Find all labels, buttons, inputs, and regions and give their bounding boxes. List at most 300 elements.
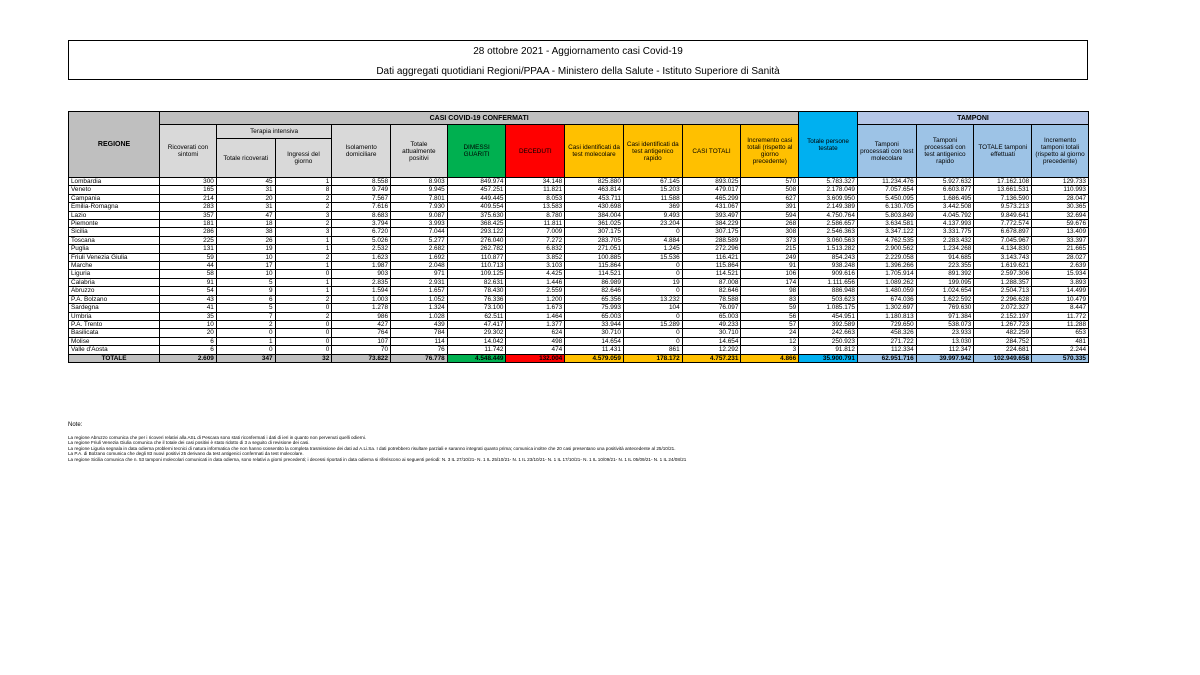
table-cell: 76	[391, 346, 448, 354]
table-cell: 2	[275, 253, 332, 261]
table-cell: 5.783.327	[799, 178, 858, 186]
table-cell: 453.711	[565, 194, 624, 202]
table-cell: 6	[216, 295, 275, 303]
table-cell: 482.259	[974, 329, 1032, 337]
table-cell: 58	[160, 270, 217, 278]
table-cell: 45	[216, 178, 275, 186]
table-cell: 6.130.705	[857, 203, 916, 211]
table-cell: 891.392	[916, 270, 974, 278]
table-cell: 91	[741, 262, 799, 270]
table-cell: 854.243	[799, 253, 858, 261]
table-cell: 59	[741, 304, 799, 312]
table-cell: 5	[216, 278, 275, 286]
table-cell: 3.442.508	[916, 203, 974, 211]
table-row-total	[69, 354, 1089, 362]
table-cell: 3.103	[506, 262, 565, 270]
table-cell: 886.948	[799, 287, 858, 295]
table-cell: 481	[1032, 337, 1089, 345]
table-cell: 0	[216, 346, 275, 354]
notes-section	[68, 423, 968, 463]
table-cell: 914.685	[916, 253, 974, 261]
table-cell: 30.710	[682, 329, 741, 337]
note-item: La regione Sicilia comunica che n. 53 tamponi molecolari comunicati in data odierna, sono relativi a giorni precedenti; i decessi riportati in data odierna si riferiscono ai seguenti periodi: N. 3 IL 27/10/21- N. 1 IL 25/10/21- N. 1 IL 23/10/21- N. 1 IL 17/10/21- N. 1 IL 10/09/21- N. 1 IL 05/09/21- N. 1 IL 24/08/21	[68, 456, 687, 462]
table-header	[69, 112, 1089, 178]
total-label: TOTALE	[69, 354, 160, 362]
table-row	[69, 304, 1089, 312]
report-title: 28 ottobre 2021 - Aggiornamento casi Covid-19	[473, 46, 683, 57]
table-cell: 82.631	[447, 278, 506, 286]
table-cell: 4.866	[741, 354, 799, 362]
table-cell: 11.234.476	[857, 178, 916, 186]
table-cell: 65.003	[565, 312, 624, 320]
table-cell: 10	[216, 270, 275, 278]
table-cell: 0	[216, 329, 275, 337]
table-cell: 1.024.654	[916, 287, 974, 295]
table-row	[69, 211, 1089, 219]
table-cell: 283	[160, 203, 217, 211]
col-tamp-antigenico: Tamponi processati con test antigenico rapido	[916, 125, 974, 178]
table-cell: 15.934	[1032, 270, 1089, 278]
table-cell: 7.772.574	[974, 220, 1032, 228]
table-cell: 2.586.657	[799, 220, 858, 228]
table-cell: 2.149.389	[799, 203, 858, 211]
covid-data-table	[68, 111, 1089, 363]
table-cell: 115.864	[565, 262, 624, 270]
table-row	[69, 295, 1089, 303]
table-cell: 653	[1032, 329, 1089, 337]
table-cell: 427	[332, 320, 391, 328]
table-cell: 2.244	[1032, 346, 1089, 354]
col-molecolare: Casi identificati da test molecolare	[565, 125, 624, 178]
table-cell: 38	[216, 228, 275, 236]
region-name: Liguria	[69, 270, 160, 278]
notes-title: Note:	[68, 422, 83, 428]
table-cell: 1.302.697	[857, 304, 916, 312]
table-cell: 1.686.495	[916, 194, 974, 202]
table-cell: 7.567	[332, 194, 391, 202]
table-cell: 100.885	[565, 253, 624, 261]
table-cell: 308	[741, 228, 799, 236]
col-dimessi: DIMESSI GUARITI	[447, 125, 506, 178]
table-cell: 971.384	[916, 312, 974, 320]
table-cell: 34.148	[506, 178, 565, 186]
table-row	[69, 320, 1089, 328]
table-cell: 112.334	[857, 346, 916, 354]
table-cell: 268	[741, 220, 799, 228]
table-cell: 938.248	[799, 262, 858, 270]
table-cell: 1.705.914	[857, 270, 916, 278]
table-cell: 3	[275, 228, 332, 236]
table-cell: 112.347	[916, 346, 974, 354]
table-cell: 7.801	[391, 194, 448, 202]
region-name: P.A. Trento	[69, 320, 160, 328]
table-cell: 594	[741, 211, 799, 219]
table-cell: 4.548.449	[447, 354, 506, 362]
table-cell: 0	[275, 304, 332, 312]
table-cell: 43	[160, 295, 217, 303]
table-cell: 463.814	[565, 186, 624, 194]
table-cell: 65.003	[682, 312, 741, 320]
table-cell: 465.299	[682, 194, 741, 202]
table-cell: 8.558	[332, 178, 391, 186]
note-item: La P.A. di Bolzano comunica che degli 83 nuovi positivi 25 derivano da test antigenici confermati da test molecolare.	[68, 451, 304, 457]
table-cell: 1	[275, 178, 332, 186]
table-cell: 5.277	[391, 236, 448, 244]
table-cell: 21.665	[1032, 245, 1089, 253]
table-cell: 2.682	[391, 245, 448, 253]
table-cell: 223.355	[916, 262, 974, 270]
table-cell: 19	[216, 245, 275, 253]
table-cell: 369	[623, 203, 682, 211]
table-cell: 903	[332, 270, 391, 278]
table-cell: 31	[216, 203, 275, 211]
table-cell: 14.042	[447, 337, 506, 345]
table-cell: 132.004	[506, 354, 565, 362]
table-cell: 110.713	[447, 262, 506, 270]
table-cell: 293.122	[447, 228, 506, 236]
table-cell: 56	[741, 312, 799, 320]
table-cell: 9.749	[332, 186, 391, 194]
table-cell: 0	[623, 329, 682, 337]
table-cell: 2.559	[506, 287, 565, 295]
table-cell: 11.821	[506, 186, 565, 194]
table-cell: 11.742	[447, 346, 506, 354]
table-cell: 729.650	[857, 320, 916, 328]
table-cell: 114	[391, 337, 448, 345]
table-cell: 1.657	[391, 287, 448, 295]
table-cell: 11.772	[1032, 312, 1089, 320]
table-cell: 13.583	[506, 203, 565, 211]
table-cell: 2.597.306	[974, 270, 1032, 278]
table-cell: 1.673	[506, 304, 565, 312]
table-cell: 7.616	[332, 203, 391, 211]
table-cell: 1.377	[506, 320, 565, 328]
table-row	[69, 245, 1089, 253]
table-cell: 11.811	[506, 220, 565, 228]
table-cell: 503.623	[799, 295, 858, 303]
table-cell: 458.326	[857, 329, 916, 337]
table-cell: 116.421	[682, 253, 741, 261]
table-cell: 5.927.632	[916, 178, 974, 186]
table-cell: 31	[216, 186, 275, 194]
table-cell: 6.832	[506, 245, 565, 253]
table-cell: 39.997.942	[916, 354, 974, 362]
region-name: Abruzzo	[69, 287, 160, 295]
col-tamp-incremento: Incremento tamponi totali (rispetto al giorno precedente)	[1032, 125, 1089, 178]
table-cell: 76.097	[682, 304, 741, 312]
table-cell: 784	[391, 329, 448, 337]
table-cell: 10	[160, 320, 217, 328]
col-ricoverati: Ricoverati con sintomi	[160, 125, 217, 178]
table-row	[69, 346, 1089, 354]
table-cell: 7.136.590	[974, 194, 1032, 202]
table-cell: 3.893	[1032, 278, 1089, 286]
table-cell: 1.180.813	[857, 312, 916, 320]
table-cell: 214	[160, 194, 217, 202]
table-cell: 457.251	[447, 186, 506, 194]
table-cell: 288.589	[682, 236, 741, 244]
table-cell: 375.630	[447, 211, 506, 219]
table-cell: 33.397	[1032, 236, 1089, 244]
table-cell: 10.479	[1032, 295, 1089, 303]
table-cell: 87.008	[682, 278, 741, 286]
table-cell: 0	[275, 346, 332, 354]
table-cell: 474	[506, 346, 565, 354]
table-cell: 849.974	[447, 178, 506, 186]
table-cell: 2.048	[391, 262, 448, 270]
table-cell: 2.504.713	[974, 287, 1032, 295]
table-cell: 2.546.363	[799, 228, 858, 236]
table-cell: 67.145	[623, 178, 682, 186]
table-cell: 1.446	[506, 278, 565, 286]
region-name: Sicilia	[69, 228, 160, 236]
table-cell: 1.513.282	[799, 245, 858, 253]
table-cell: 284.752	[974, 337, 1032, 345]
table-cell: 1.052	[391, 295, 448, 303]
table-cell: 1.003	[332, 295, 391, 303]
table-row	[69, 287, 1089, 295]
table-cell: 11.288	[1032, 320, 1089, 328]
table-cell: 9.493	[623, 211, 682, 219]
table-row	[69, 178, 1089, 186]
table-cell: 674.036	[857, 295, 916, 303]
table-cell: 41	[160, 304, 217, 312]
col-persone-testate: Totale persone testate	[799, 112, 858, 178]
table-cell: 0	[275, 320, 332, 328]
table-cell: 1.623	[332, 253, 391, 261]
table-cell: 44	[160, 262, 217, 270]
table-cell: 7.272	[506, 236, 565, 244]
table-cell: 215	[741, 245, 799, 253]
table-cell: 971	[391, 270, 448, 278]
table-cell: 8.903	[391, 178, 448, 186]
table-cell: 1.594	[332, 287, 391, 295]
region-name: Puglia	[69, 245, 160, 253]
table-cell: 47	[216, 211, 275, 219]
table-cell: 368.425	[447, 220, 506, 228]
table-cell: 13.030	[916, 337, 974, 345]
region-name: Campania	[69, 194, 160, 202]
table-cell: 35	[160, 312, 217, 320]
table-row	[69, 337, 1089, 345]
col-regione: REGIONE	[69, 112, 160, 178]
table-cell: 7.057.654	[857, 186, 916, 194]
table-cell: 764	[332, 329, 391, 337]
table-cell: 17.162.108	[974, 178, 1032, 186]
table-cell: 91	[160, 278, 217, 286]
table-cell: 6	[160, 337, 217, 345]
table-row	[69, 203, 1089, 211]
table-cell: 30.365	[1032, 203, 1089, 211]
col-incremento: Incremento casi totali (rispetto al giorno precedente)	[741, 125, 799, 178]
group-tamponi: TAMPONI	[857, 112, 1088, 125]
table-cell: 242.663	[799, 329, 858, 337]
table-cell: 114.521	[565, 270, 624, 278]
col-deceduti: DECEDUTI	[506, 125, 565, 178]
table-cell: 1.267.723	[974, 320, 1032, 328]
table-cell: 4.137.993	[916, 220, 974, 228]
table-cell: 181	[160, 220, 217, 228]
table-cell: 272.296	[682, 245, 741, 253]
table-cell: 392.589	[799, 320, 858, 328]
table-cell: 98	[741, 287, 799, 295]
table-row	[69, 220, 1089, 228]
table-cell: 14.499	[1032, 287, 1089, 295]
table-cell: 384.004	[565, 211, 624, 219]
region-name: P.A. Bolzano	[69, 295, 160, 303]
table-row	[69, 270, 1089, 278]
table-row	[69, 186, 1089, 194]
table-cell: 5.026	[332, 236, 391, 244]
table-cell: 54	[160, 287, 217, 295]
table-cell: 347	[216, 354, 275, 362]
table-cell: 8.780	[506, 211, 565, 219]
table-cell: 361.025	[565, 220, 624, 228]
table-cell: 393.497	[682, 211, 741, 219]
table-cell: 1.200	[506, 295, 565, 303]
table-cell: 1	[275, 236, 332, 244]
table-cell: 2	[275, 312, 332, 320]
table-body	[69, 178, 1089, 363]
region-name: Veneto	[69, 186, 160, 194]
table-cell: 4.134.830	[974, 245, 1032, 253]
table-cell: 249	[741, 253, 799, 261]
table-cell: 8	[275, 186, 332, 194]
col-isolamento: Isolamento domiciliare	[332, 125, 391, 178]
table-cell: 83	[741, 295, 799, 303]
table-cell: 76.336	[447, 295, 506, 303]
table-row	[69, 194, 1089, 202]
table-cell: 2.296.628	[974, 295, 1032, 303]
table-cell: 3.143.743	[974, 253, 1032, 261]
table-cell: 11.588	[623, 194, 682, 202]
table-cell: 1.480.059	[857, 287, 916, 295]
table-cell: 262.782	[447, 245, 506, 253]
table-cell: 1.396.266	[857, 262, 916, 270]
col-antigenico: Casi identificati da test antigenico rapido	[623, 125, 682, 178]
table-cell: 9.945	[391, 186, 448, 194]
table-cell: 49.233	[682, 320, 741, 328]
table-cell: 23.204	[623, 220, 682, 228]
table-cell: 624	[506, 329, 565, 337]
table-cell: 47.417	[447, 320, 506, 328]
region-name: Valle d'Aosta	[69, 346, 160, 354]
region-name: Toscana	[69, 236, 160, 244]
table-cell: 107	[332, 337, 391, 345]
table-cell: 5.803.849	[857, 211, 916, 219]
table-cell: 28.027	[1032, 253, 1089, 261]
table-cell: 73.822	[332, 354, 391, 362]
note-item: La regione Liguria segnala in data odierna problemi tecnici di natura informatica che non hanno consentito la completa trasmissione dei dati ad A.Li.Sa. I dati potrebbero risultare parziali e saranno integrati quanto prima; comunica inoltre che 20 casi presentano una positività antecedente al 25/10/21.	[68, 445, 676, 451]
table-cell: 59.676	[1032, 220, 1089, 228]
table-cell: 7.044	[391, 228, 448, 236]
region-name: Sardegna	[69, 304, 160, 312]
table-cell: 986	[332, 312, 391, 320]
table-cell: 57	[741, 320, 799, 328]
table-cell: 498	[506, 337, 565, 345]
table-cell: 35.900.791	[799, 354, 858, 362]
table-cell: 1.278	[332, 304, 391, 312]
table-cell: 2.639	[1032, 262, 1089, 270]
region-name: Calabria	[69, 278, 160, 286]
table-cell: 6.603.877	[916, 186, 974, 194]
table-cell: 106	[741, 270, 799, 278]
table-cell: 2.931	[391, 278, 448, 286]
table-cell: 75.993	[565, 304, 624, 312]
table-cell: 17	[216, 262, 275, 270]
table-cell: 1.692	[391, 253, 448, 261]
table-cell: 3.347.122	[857, 228, 916, 236]
table-cell: 9	[216, 287, 275, 295]
table-cell: 15.289	[623, 320, 682, 328]
region-name: Marche	[69, 262, 160, 270]
table-cell: 909.616	[799, 270, 858, 278]
table-cell: 102.949.658	[974, 354, 1032, 362]
table-cell: 1.028	[391, 312, 448, 320]
table-cell: 76.778	[391, 354, 448, 362]
table-cell: 30.710	[565, 329, 624, 337]
table-cell: 225	[160, 236, 217, 244]
table-cell: 1.111.656	[799, 278, 858, 286]
table-cell: 73.100	[447, 304, 506, 312]
table-cell: 131	[160, 245, 217, 253]
table-cell: 627	[741, 194, 799, 202]
region-name: Umbria	[69, 312, 160, 320]
table-row	[69, 228, 1089, 236]
table-cell: 570	[741, 178, 799, 186]
table-cell: 178.172	[623, 354, 682, 362]
table-cell: 199.095	[916, 278, 974, 286]
table-cell: 0	[623, 262, 682, 270]
table-cell: 13.409	[1032, 228, 1089, 236]
table-cell: 78.430	[447, 287, 506, 295]
table-cell: 8.053	[506, 194, 565, 202]
table-cell: 300	[160, 178, 217, 186]
table-cell: 174	[741, 278, 799, 286]
region-name: Lazio	[69, 211, 160, 219]
col-positivi: Totale attualmente positivi	[391, 125, 448, 178]
table-cell: 1.085.175	[799, 304, 858, 312]
table-cell: 893.025	[682, 178, 741, 186]
table-cell: 4.884	[623, 236, 682, 244]
table-cell: 4.579.059	[565, 354, 624, 362]
report-title-box	[68, 40, 1088, 80]
table-cell: 449.445	[447, 194, 506, 202]
table-cell: 12.292	[682, 346, 741, 354]
table-cell: 1.089.262	[857, 278, 916, 286]
table-cell: 4.045.792	[916, 211, 974, 219]
table-cell: 2.152.197	[974, 312, 1032, 320]
table-cell: 32.694	[1032, 211, 1089, 219]
table-cell: 307.175	[682, 228, 741, 236]
table-cell: 4.425	[506, 270, 565, 278]
table-cell: 391	[741, 203, 799, 211]
table-cell: 33.944	[565, 320, 624, 328]
table-cell: 508	[741, 186, 799, 194]
table-cell: 19	[623, 278, 682, 286]
region-name: Friuli Venezia Giulia	[69, 253, 160, 261]
table-cell: 7.930	[391, 203, 448, 211]
table-cell: 20	[216, 194, 275, 202]
table-cell: 1.245	[623, 245, 682, 253]
table-cell: 430.698	[565, 203, 624, 211]
table-cell: 82.646	[565, 287, 624, 295]
table-cell: 1.324	[391, 304, 448, 312]
table-cell: 129.733	[1032, 178, 1089, 186]
table-cell: 13.661.531	[974, 186, 1032, 194]
col-casi-totali: CASI TOTALI	[682, 125, 741, 178]
table-cell: 9.849.641	[974, 211, 1032, 219]
